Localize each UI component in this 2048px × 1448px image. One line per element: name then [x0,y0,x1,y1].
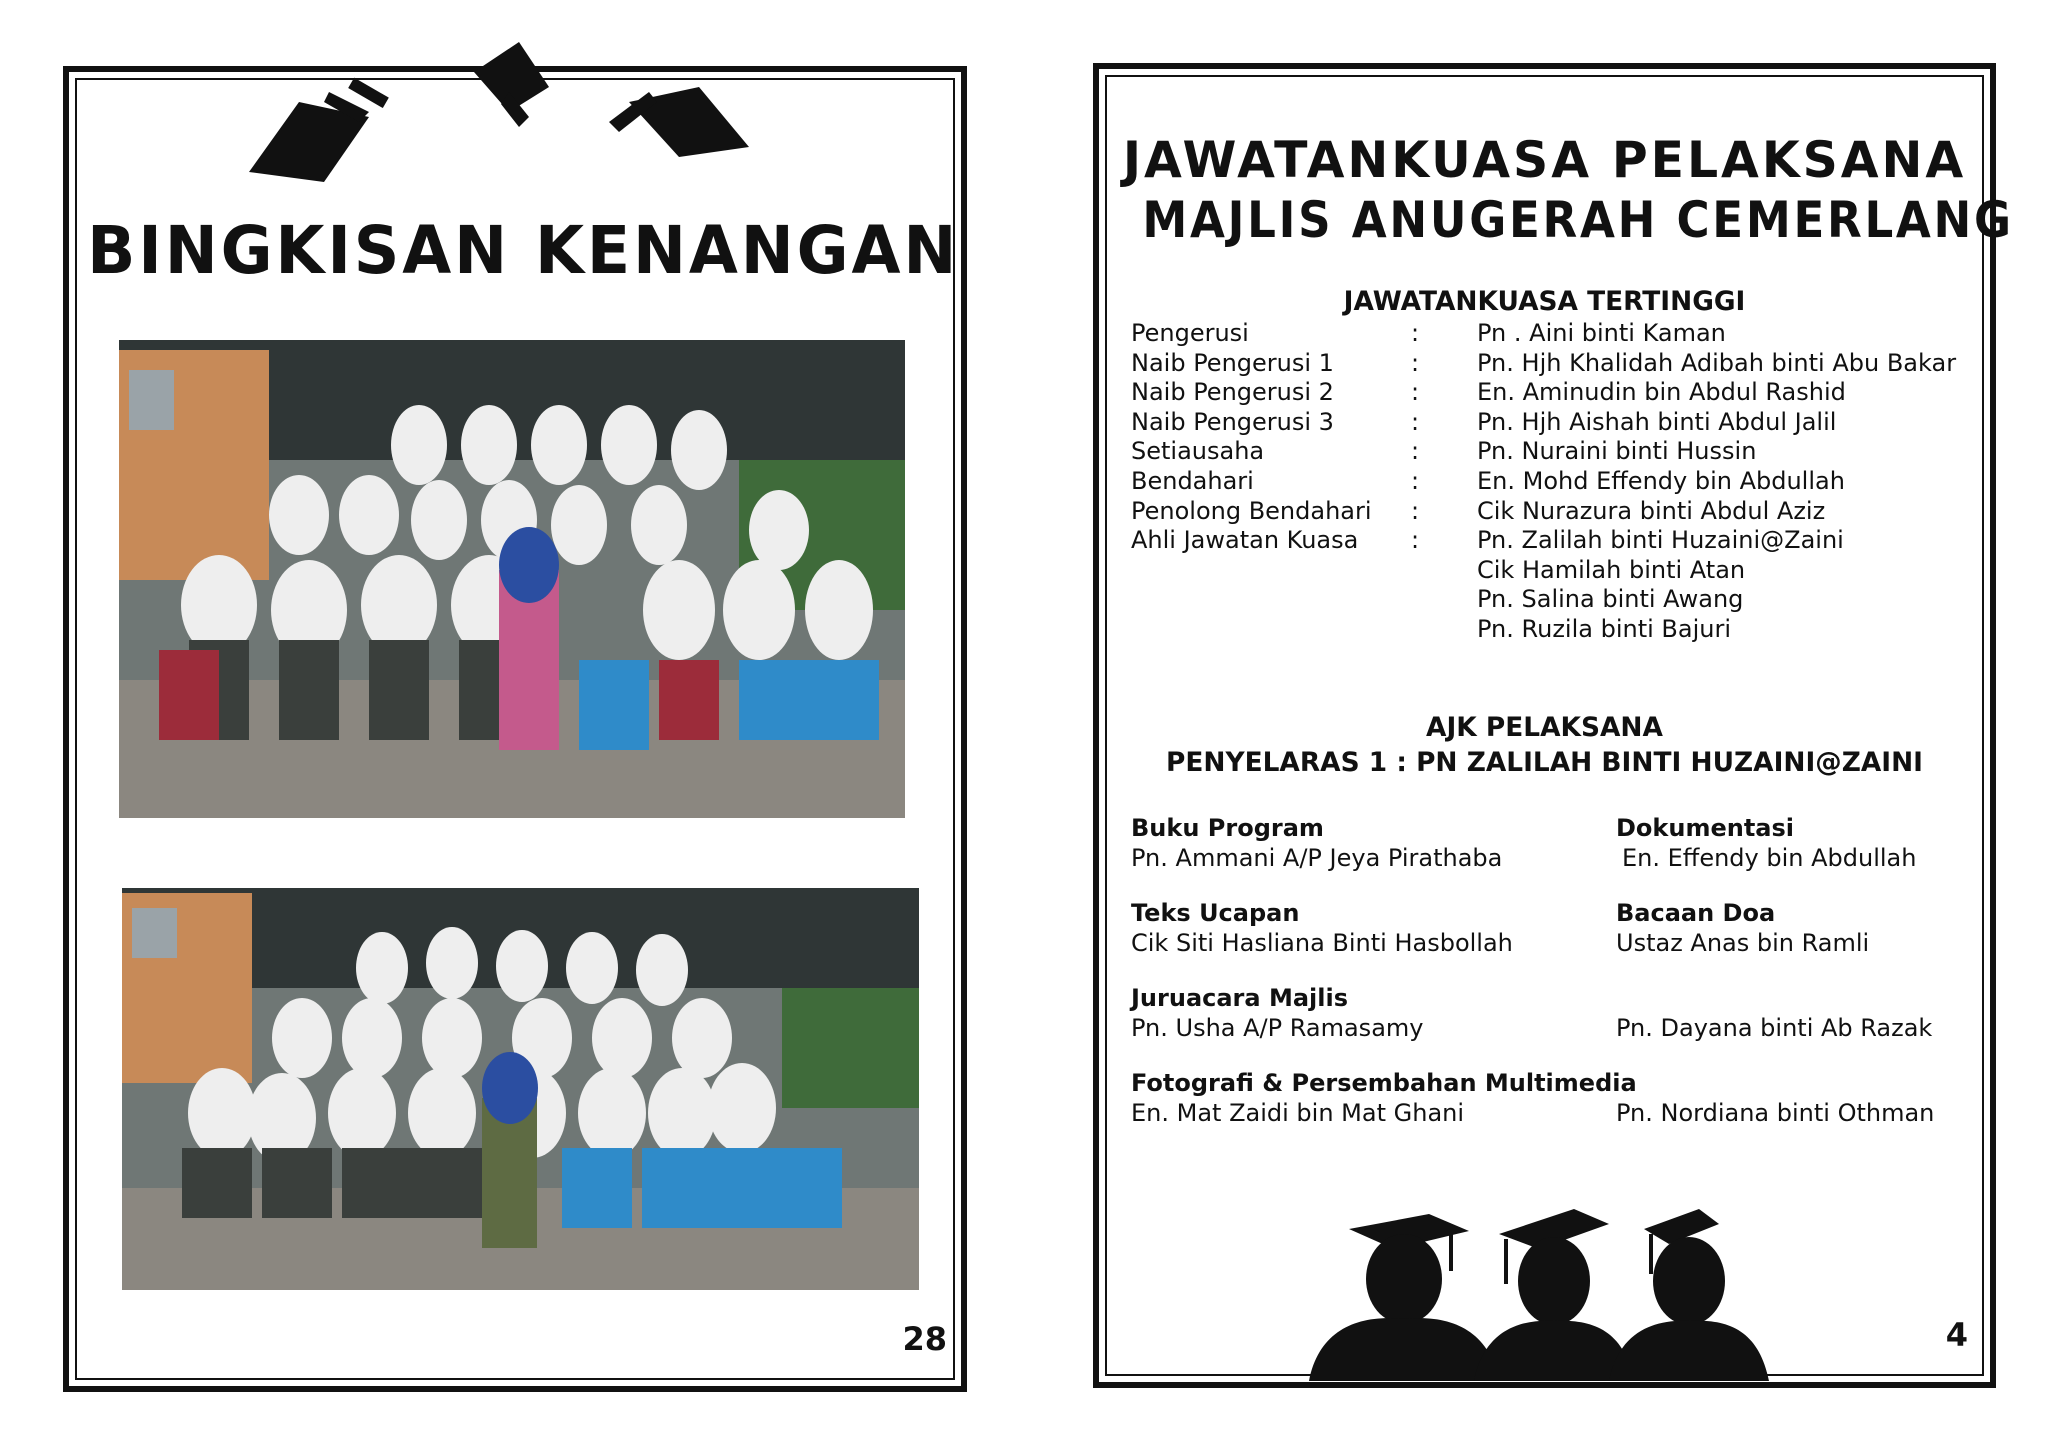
roster-colon: : [1411,496,1420,525]
duty-person: Cik Siti Hasliana Binti Hasbollah [1131,929,1513,957]
group-photo-2 [122,888,919,1290]
right-page [1093,63,2014,1388]
roster-name: Pn . Aini binti Kaman [1477,319,1726,347]
duty-bacaan-doa [1616,898,1869,958]
roster-name: En. Mohd Effendy bin Abdullah [1477,466,1845,495]
roster-colon: : [1411,407,1420,436]
roster-role: Naib Pengerusi 1 [1131,348,1334,377]
duty-title: Bacaan Doa [1616,899,1776,927]
roster-row [1131,467,1981,497]
page-number: 4 [1945,1316,1968,1354]
roster-row [1131,585,1981,615]
duty-fotografi-2 [1616,1098,1934,1128]
ajk-heading: AJK PELAKSANA [1426,712,1663,743]
roster-role [1131,556,1411,586]
graduate-silhouette-icon [1609,1209,1769,1381]
top-committee-heading: JAWATANKUASA TERTINGGI [1343,286,1746,317]
roster-row [1131,319,1981,349]
duty-title: Dokumentasi [1616,814,1795,842]
graduation-cap-icon [474,42,549,127]
roster-colon [1411,585,1477,615]
roster-row [1131,408,1981,438]
roster-name: Pn. Hjh Aishah binti Abdul Jalil [1477,407,1837,436]
graduate-silhouettes-ornament [1299,1209,1779,1381]
roster-role [1131,615,1411,645]
roster-colon [1411,556,1477,586]
page-title-line-1: JAWATANKUASA PELAKSANA [1122,131,1967,189]
duty-juruacara-majlis-2 [1616,1013,1932,1043]
roster-colon: : [1411,526,1420,555]
roster-role: Naib Pengerusi 2 [1131,378,1334,407]
duty-person: Pn. Usha A/P Ramasamy [1131,1014,1424,1042]
duty-juruacara-majlis [1131,983,1423,1043]
roster-row [1131,349,1981,379]
roster-name: Pn. Salina binti Awang [1477,585,1744,614]
left-page [63,66,967,1392]
roster-name: Pn. Hjh Khalidah Adibah binti Abu Bakar [1477,348,1957,377]
page-number: 28 [902,1320,947,1358]
roster-name: Cik Nurazura binti Abdul Aziz [1477,496,1826,525]
coordinator-line: PENYELARAS 1 : PN ZALILAH BINTI HUZAINI@ZAINI [1165,747,1923,778]
graduation-caps-ornament [229,32,829,192]
duty-person: Pn. Ammani A/P Jeya Pirathaba [1131,844,1503,872]
group-photo-1 [119,340,905,818]
roster-role: Naib Pengerusi 3 [1131,407,1334,436]
roster-colon: : [1411,378,1420,407]
page-title: BINGKISAN KENANGAN [87,212,960,289]
page-title-line-2: MAJLIS ANUGERAH CEMERLANG [1142,191,2014,249]
roster-row [1131,556,1981,586]
roster-role: Bendahari [1131,466,1254,495]
duty-person: Ustaz Anas bin Ramli [1616,929,1870,957]
duty-title: Fotografi & Persembahan Multimedia [1131,1069,1637,1097]
roster-colon: : [1411,319,1420,347]
roster-role: Setiausaha [1131,437,1265,466]
roster-row [1131,378,1981,408]
duty-fotografi [1131,1068,1637,1128]
graduation-cap-icon [249,78,389,182]
duty-buku-program [1131,813,1502,873]
duty-dokumentasi [1616,813,1916,873]
roster-name: Pn. Nuraini binti Hussin [1477,437,1757,466]
graduate-silhouette-icon [1474,1209,1634,1381]
roster-name: Pn. Ruzila binti Bajuri [1477,614,1732,643]
duty-teks-ucapan [1131,898,1513,958]
roster-role [1131,585,1411,615]
duty-person: Pn. Dayana binti Ab Razak [1616,1014,1933,1042]
roster-name: Cik Hamilah binti Atan [1477,555,1746,584]
duty-person: En. Effendy bin Abdullah [1622,844,1917,872]
roster-name: En. Aminudin bin Abdul Rashid [1477,378,1846,407]
roster-role: Pengerusi [1131,319,1249,347]
graduate-silhouette-icon [1309,1214,1499,1381]
roster-colon: : [1411,466,1420,495]
roster-row [1131,526,1981,556]
roster-role: Ahli Jawatan Kuasa [1131,526,1359,555]
roster-colon: : [1411,348,1420,377]
top-committee-roster [1131,319,1981,645]
duty-person: Pn. Nordiana binti Othman [1616,1099,1935,1127]
roster-colon [1411,615,1477,645]
duty-title: Buku Program [1131,814,1324,842]
roster-row [1131,437,1981,467]
roster-colon: : [1411,437,1420,466]
duty-title: Teks Ucapan [1131,899,1300,927]
graduation-cap-icon [609,87,749,157]
roster-name: Pn. Zalilah binti Huzaini@Zaini [1477,526,1844,555]
roster-row [1131,497,1981,527]
duty-person: En. Mat Zaidi bin Mat Ghani [1131,1099,1465,1127]
duty-title: Juruacara Majlis [1131,984,1348,1012]
roster-role: Penolong Bendahari [1131,496,1372,525]
roster-row [1131,615,1981,645]
